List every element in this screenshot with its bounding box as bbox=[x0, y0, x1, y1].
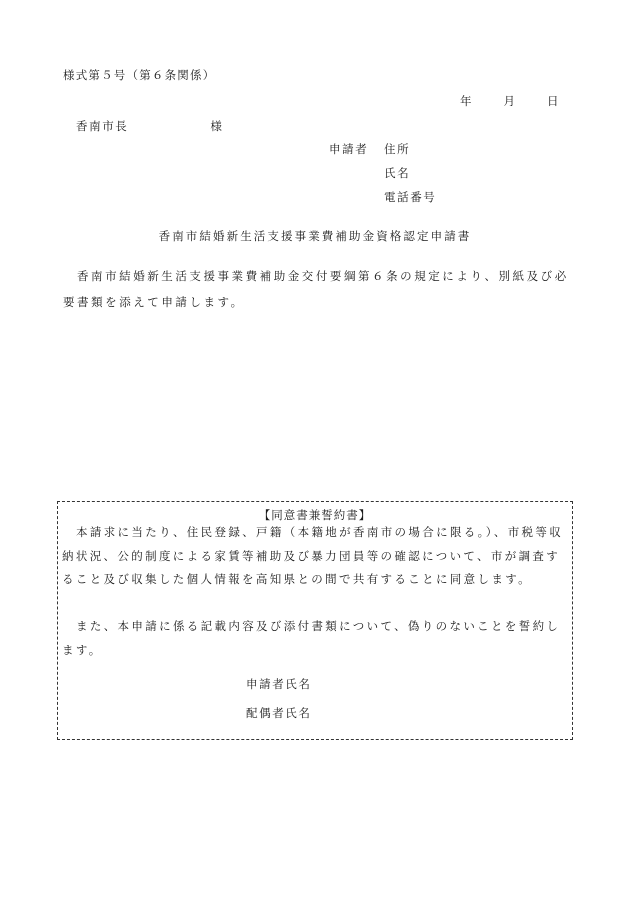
date-day-label: 日 bbox=[547, 94, 559, 108]
applicant-signature-label: 申請者氏名 bbox=[246, 677, 312, 691]
date-month-label: 月 bbox=[503, 94, 515, 108]
form-number: 様式第５号（第６条関係） bbox=[63, 68, 216, 82]
consent-title: 【同意書兼誓約書】 bbox=[258, 508, 372, 522]
date-line bbox=[460, 93, 559, 109]
spouse-signature-label: 配偶者氏名 bbox=[246, 706, 312, 720]
applicant-label: 申請者 bbox=[329, 142, 369, 156]
addressee-honorific: 様 bbox=[210, 119, 224, 133]
consent-pledge-box bbox=[57, 501, 573, 740]
addressee-name: 香南市長 bbox=[76, 119, 129, 133]
consent-paragraph-1: 本請求に当たり、住民登録、戸籍（本籍地が香南市の場合に限る。）、市税等収納状況、公的制度による家賃等補助及び暴力団員等の確認について、市が調査すること及び収集した個人情報を高知県との間で共有することに同意します。 bbox=[62, 525, 564, 586]
applicant-address-label: 住所 bbox=[384, 142, 411, 156]
application-body-text: 香南市結婚新生活支援事業費補助金交付要綱第６条の規定により、別紙及び必要書類を添えて申請します。 bbox=[63, 269, 569, 309]
applicant-name-label: 氏名 bbox=[384, 166, 411, 180]
applicant-phone-label: 電話番号 bbox=[384, 190, 437, 204]
document-title: 香南市結婚新生活支援事業費補助金資格認定申請書 bbox=[158, 229, 472, 243]
date-year-label: 年 bbox=[460, 94, 472, 108]
addressee bbox=[76, 118, 224, 134]
consent-paragraph-2: また、本申請に係る記載内容及び添付書類について、偽りのないことを誓約します。 bbox=[62, 619, 561, 657]
